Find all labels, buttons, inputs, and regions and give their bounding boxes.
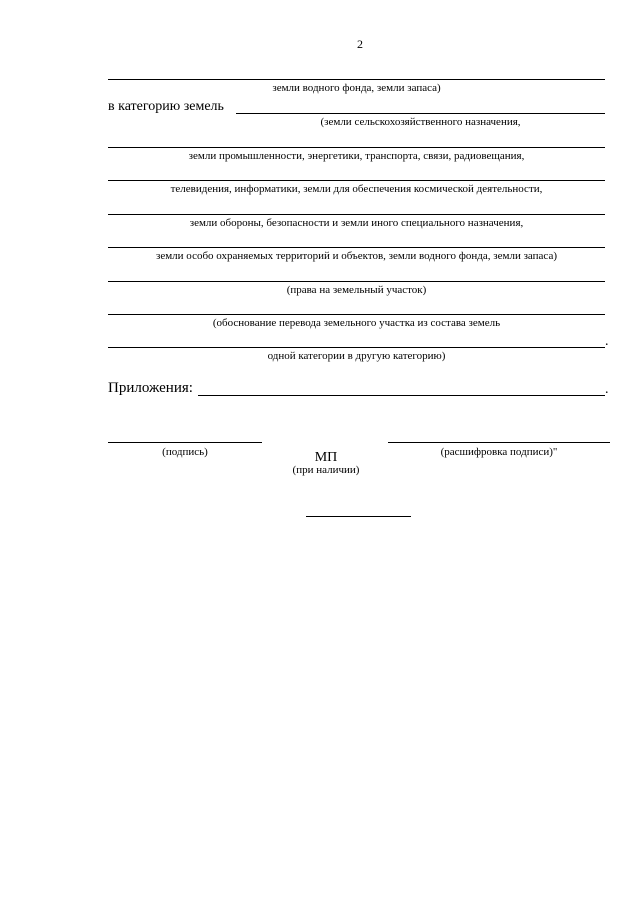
fill-line-2[interactable] (108, 147, 605, 148)
fill-line-5[interactable] (108, 247, 605, 248)
signature-line[interactable] (108, 442, 262, 443)
stamp-label: МП (314, 450, 338, 465)
attachments-period: . (605, 382, 609, 397)
justification-caption-2: одной категории в другую категорию) (267, 350, 446, 362)
page-number: 2 (357, 37, 363, 51)
category-caption-5: земли особо охраняемых территорий и объектов, земли водного фонда, земли запаса) (155, 250, 557, 262)
rights-fill-line[interactable] (108, 281, 605, 282)
category-caption-4: земли обороны, безопасности и земли иного специального назначения, (189, 217, 524, 229)
category-fill-line[interactable] (236, 113, 605, 114)
justification-caption-1: (обоснование перевода земельного участка из состава земель (212, 317, 501, 329)
category-caption-1: (земли сельскохозяйственного назначения, (320, 116, 521, 128)
category-caption-3: телевидения, информатики, земли для обеспечения космической деятельности, (170, 183, 543, 195)
fill-line-1[interactable] (108, 79, 605, 80)
line1-caption: земли водного фонда, земли запаса) (272, 82, 441, 94)
signature-caption: (подпись) (162, 446, 208, 458)
rights-caption: (права на земельный участок) (286, 284, 427, 296)
bottom-separator (306, 516, 411, 517)
category-caption-2: земли промышленности, энергетики, транспорта, связи, радиовещания, (188, 150, 525, 162)
justification-fill-line-2[interactable] (108, 347, 605, 348)
attachments-fill-line[interactable] (198, 395, 605, 396)
signature-decode-caption: (расшифровка подписи)" (440, 446, 558, 458)
fill-line-4[interactable] (108, 214, 605, 215)
attachments-label: Приложения: (108, 380, 193, 396)
category-label: в категорию земель (108, 99, 224, 114)
stamp-caption: (при наличии) (292, 464, 360, 476)
justification-period: . (605, 334, 609, 349)
justification-fill-line-1[interactable] (108, 314, 605, 315)
signature-decode-line[interactable] (388, 442, 610, 443)
fill-line-3[interactable] (108, 180, 605, 181)
